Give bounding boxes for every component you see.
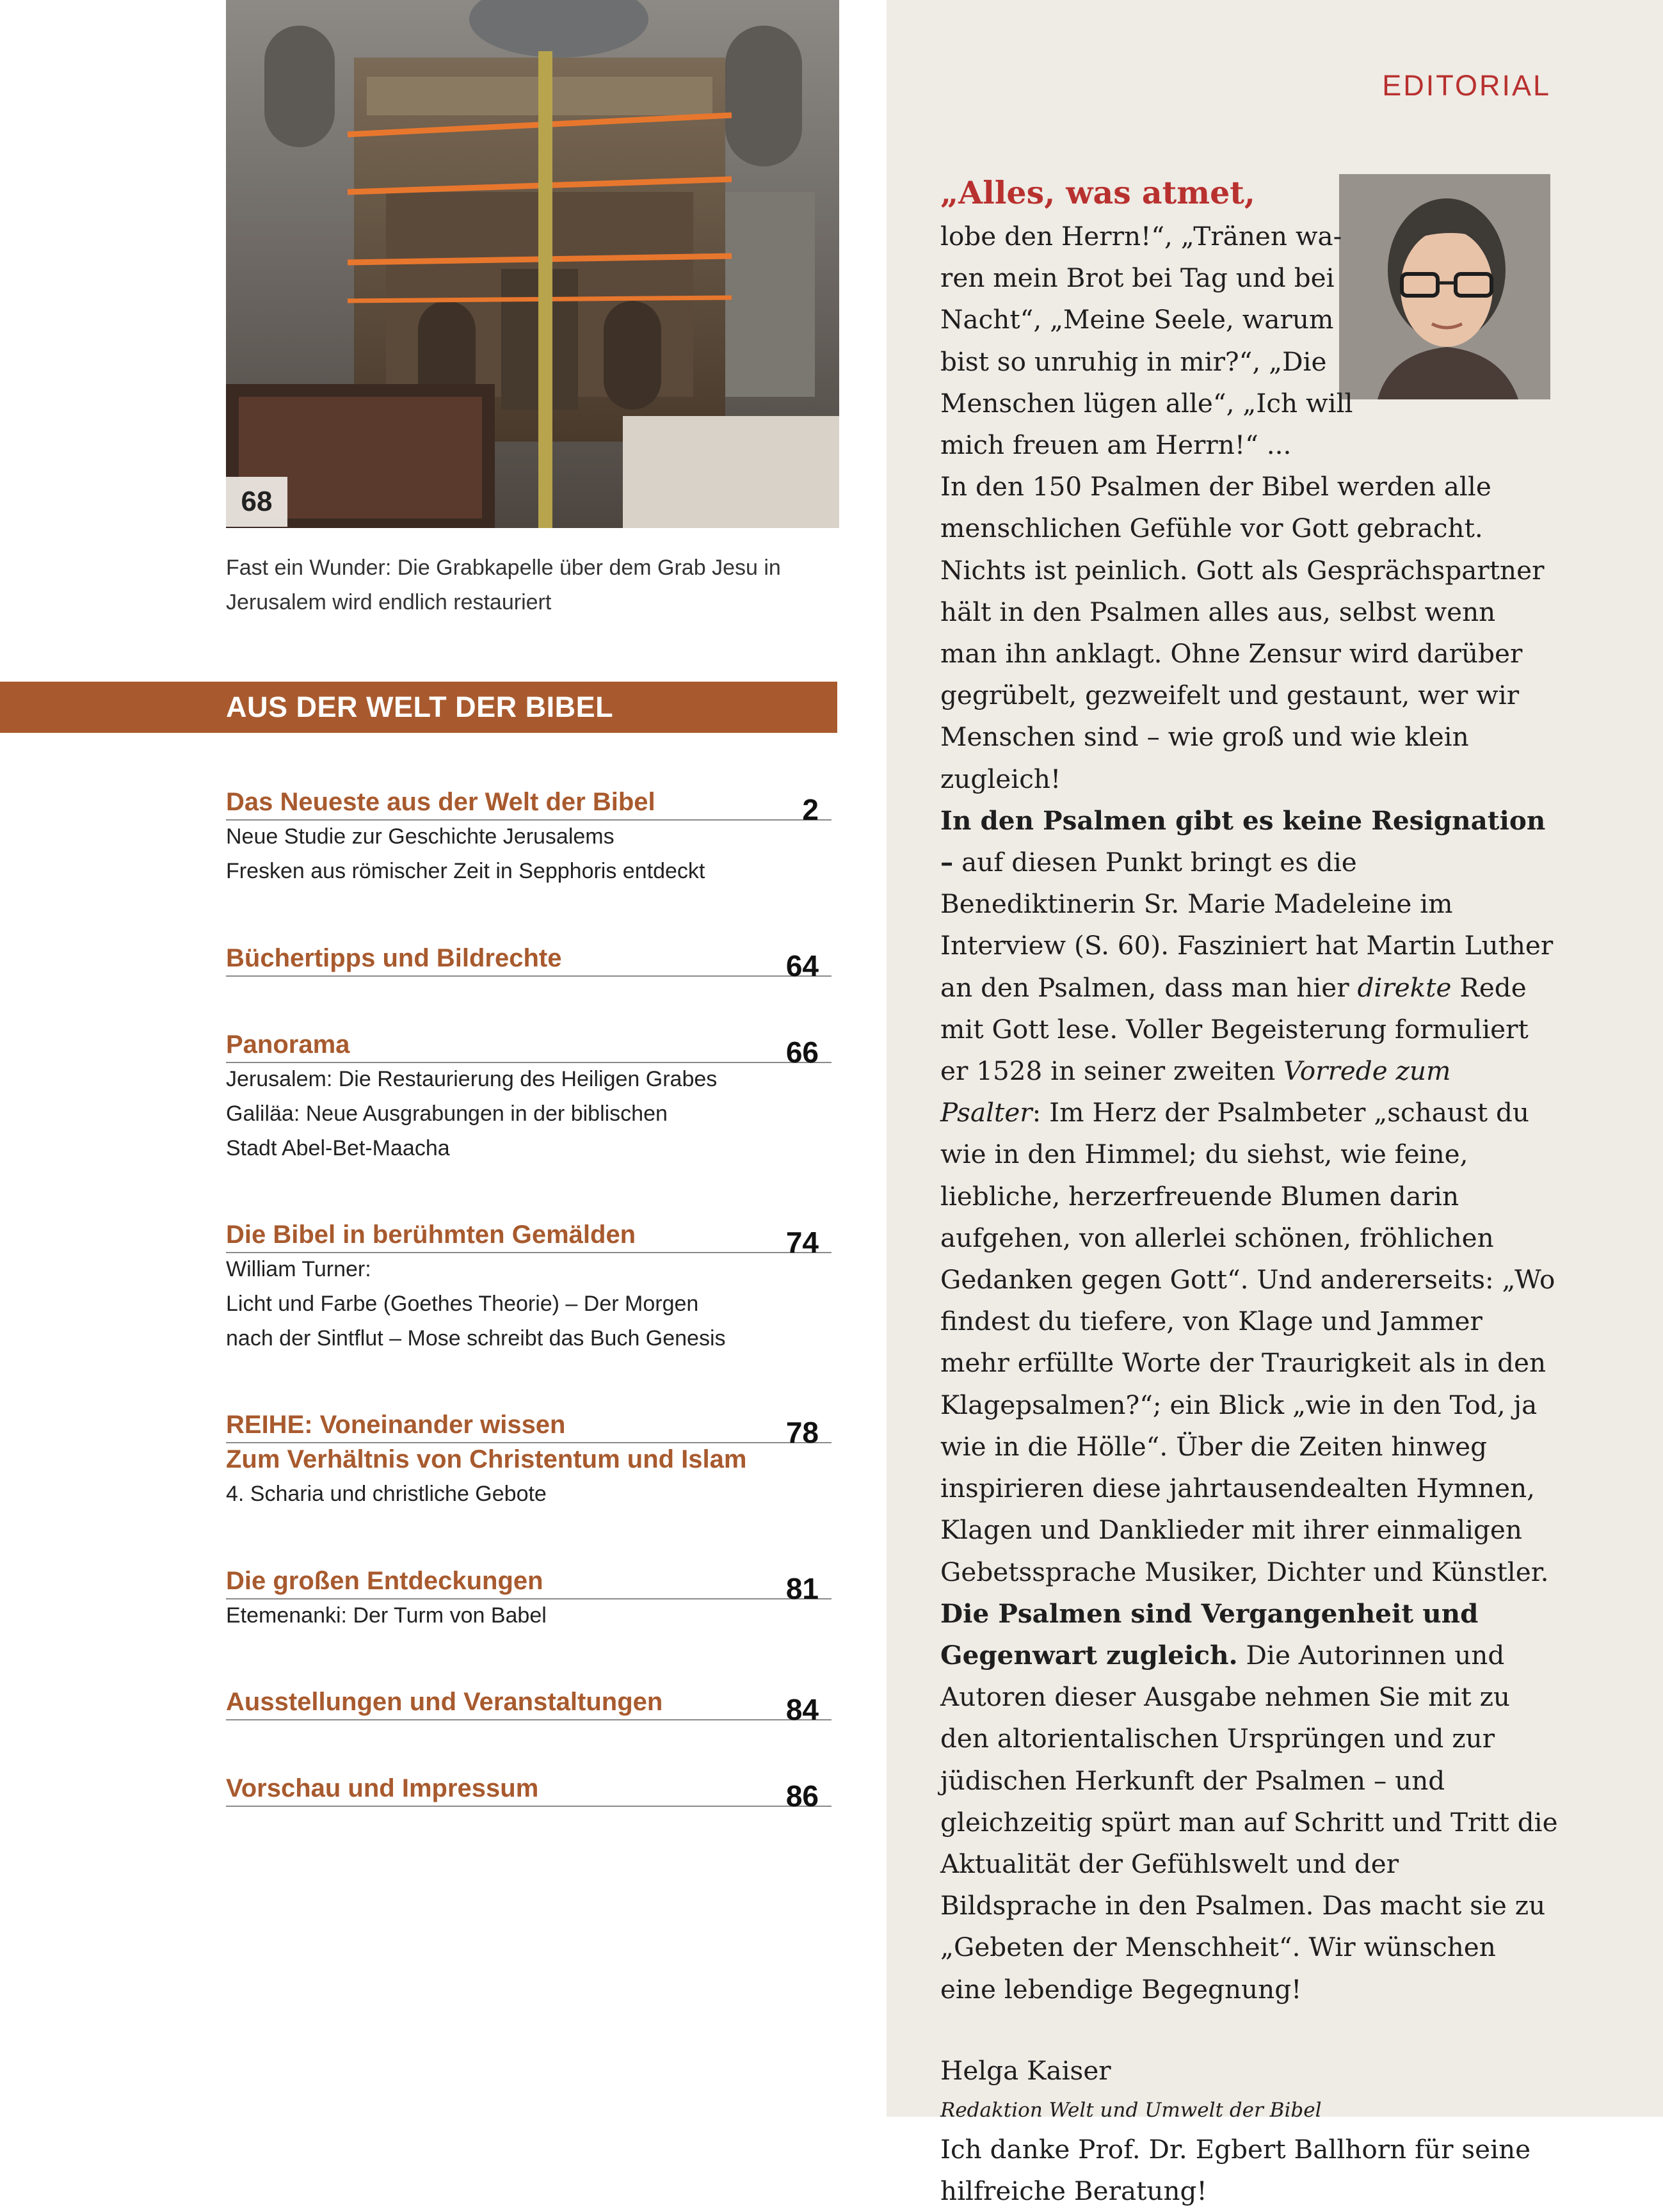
toc-rule (226, 1442, 831, 1443)
toc-page-number: 64 (785, 949, 819, 982)
signature-name: Helga Kaiser (940, 2055, 1111, 2086)
italic-term: direkte (1357, 972, 1452, 1003)
toc-rule (226, 1719, 831, 1720)
editorial-headline: „Alles, was atmet, (940, 174, 1255, 211)
section-bar (0, 682, 837, 733)
toc-page-number: 2 (802, 793, 819, 826)
toc-entry-title[interactable]: Ausstellungen und Veranstaltungen (226, 1688, 663, 1716)
toc-entry-title[interactable]: REIHE: Voneinander wissen (226, 1411, 566, 1439)
editorial-paragraph-2 (940, 800, 1558, 1593)
italic-title: Vorrede zum Psalter (940, 1055, 1451, 1128)
toc-entry[interactable] (226, 1217, 831, 1356)
emphasis: Die Psalmen sind Vergangenheit und Gegenwart zugleich. (940, 1598, 1479, 1671)
toc-entry[interactable] (226, 1685, 831, 1726)
toc-rule (226, 975, 831, 977)
toc-subtitle: Licht und Farbe (Goethes Theorie) – Der Morgen (226, 1292, 699, 1316)
photo-caption: Fast ein Wunder: Die Grabkapelle über dem Grab Jesu in Jerusalem wird endlich restauriert (226, 556, 781, 614)
toc-subtitle: nach der Sintflut – Mose schreibt das Buch Genesis (226, 1326, 726, 1350)
toc-entry[interactable] (226, 1771, 831, 1813)
toc-rule (226, 1252, 831, 1253)
cover-photo (226, 0, 839, 528)
intro-line: bist so unruhig in mir?“, „Die (940, 346, 1327, 377)
signature-role: Redaktion Welt und Umwelt der Bibel (940, 2098, 1322, 2122)
toc-rule (226, 1598, 831, 1599)
toc-page-number: 86 (785, 1779, 819, 1813)
toc-entry-title[interactable]: Die großen Entdeckungen (226, 1567, 543, 1595)
toc-entry-title[interactable]: Das Neueste aus der Welt der Bibel (226, 788, 655, 816)
photo-page-number: 68 (226, 477, 287, 527)
toc-entry[interactable] (226, 1027, 831, 1166)
toc-subtitle: 4. Scharia und christliche Gebote (226, 1482, 547, 1506)
acknowledgement: Ich danke Prof. Dr. Egbert Ballhorn für seine hilfreiche Beratung! (940, 2133, 1531, 2207)
toc-page-number: 81 (785, 1572, 819, 1605)
toc-subtitle: Etemenanki: Der Turm von Babel (226, 1603, 547, 1628)
toc-entry[interactable] (226, 941, 831, 982)
toc-rule (226, 1062, 831, 1063)
emphasis: In den Psalmen gibt es keine Resignation – (940, 805, 1546, 878)
toc-rule (226, 1806, 831, 1807)
intro-line: lobe den Herrn!“, „Tränen wa- (940, 221, 1342, 252)
toc-page-number: 78 (785, 1416, 819, 1449)
text: Die Autorinnen und Autoren dieser Ausgabe nehmen Sie mit zu den altorientalischen Ursprüngen und zur jüdischen Herkunft der Psalmen – und gleichzeitig spürt man auf Schritt und Tritt die Aktualität der Gefühlswelt und der Bildsprache in den Psalmen. Das macht sie zu „Gebeten der Menschheit“. Wir wünschen eine lebendige Begegnung! (940, 1639, 1558, 2005)
toc-page-number: 74 (785, 1226, 819, 1259)
toc-entry[interactable] (226, 1564, 831, 1633)
toc-entry-title[interactable]: Vorschau und Impressum (226, 1774, 539, 1802)
toc-entry[interactable] (226, 785, 831, 888)
toc-entry-title[interactable]: Panorama (226, 1030, 350, 1059)
toc-subtitle: Fresken aus römischer Zeit in Sepphoris entdeckt (226, 859, 705, 883)
text: Rede mit Gott lese. Voller Begeisterung formuliert er 1528 in seiner zweiten (940, 972, 1529, 1087)
toc-subtitle: Stadt Abel-Bet-Maacha (226, 1136, 450, 1160)
toc-subtitle: Jerusalem: Die Restaurierung des Heiligen Grabes (226, 1067, 718, 1091)
section-title: AUS DER WELT DER BIBEL (226, 691, 614, 723)
toc-entry-title[interactable]: Die Bibel in berühmten Gemälden (226, 1221, 636, 1249)
toc-entry-title-line2[interactable]: Zum Verhältnis von Christentum und Islam (226, 1445, 747, 1473)
intro-line: Menschen lügen alle“, „Ich will (940, 387, 1353, 419)
church-photo (226, 0, 839, 528)
toc-entry-title[interactable]: Büchertipps und Bildrechte (226, 944, 562, 972)
toc-subtitle: Galiläa: Neue Ausgrabungen in der biblischen (226, 1102, 668, 1126)
intro-line: mich freuen am Herrn!“ ... (940, 429, 1292, 461)
editorial-paragraph-1: In den 150 Psalmen der Bibel werden alle menschlichen Gefühle vor Gott gebracht. Nichts ist peinlich. Gott als Gesprächspartner hält in den Psalmen alles aus, selbst wenn man ihn anklagt. Ohne Zensur wird darüber gegrübelt, gezweifelt und gestaunt, wer wir Menschen sind – wie groß und wie klein zugleich! (940, 471, 1545, 794)
toc-rule (226, 819, 831, 821)
toc-subtitle: Neue Studie zur Geschichte Jerusalems (226, 824, 615, 849)
toc-subtitle: William Turner: (226, 1257, 371, 1281)
intro-line: ren mein Brot bei Tag und bei (940, 262, 1335, 294)
editorial-paragraph-3 (940, 1593, 1558, 2010)
section-label: EDITORIAL (1382, 69, 1551, 102)
toc-page-number: 84 (785, 1693, 819, 1726)
editorial-body (940, 170, 1558, 2212)
text: auf diesen Punkt bringt es die Benediktinerin Sr. Marie Madeleine im Interview (S. 60). Fasziniert hat Martin Luther an den Psalmen, dass man hier (940, 847, 1554, 1003)
toc-page-number: 66 (785, 1036, 819, 1069)
text: : Im Herz der Psalmbeter „schaust du wie in den Himmel; du siehst, wie feine, liebliche, herzerfreuende Blumen darin aufgehen, von allerlei schönen, fröhlichen Gedanken gegen Gott“. Und andererseits: „Wo findest du tiefere, von Klage und Jammer mehr erfüllte Worte der Traurigkeit als in den Klagepsalmen?“; ein Blick „wie in den Tod, ja wie in die Hölle“. Über die Zeiten hinweg inspirieren diese jahrtausendealten Hymnen, Klagen und Danklieder mit ihrer einmaligen Gebetssprache Musiker, Dichter und Künstler. (940, 1097, 1555, 1587)
toc-entry[interactable] (226, 1407, 831, 1511)
intro-line: Nacht“, „Meine Seele, warum (940, 304, 1334, 335)
